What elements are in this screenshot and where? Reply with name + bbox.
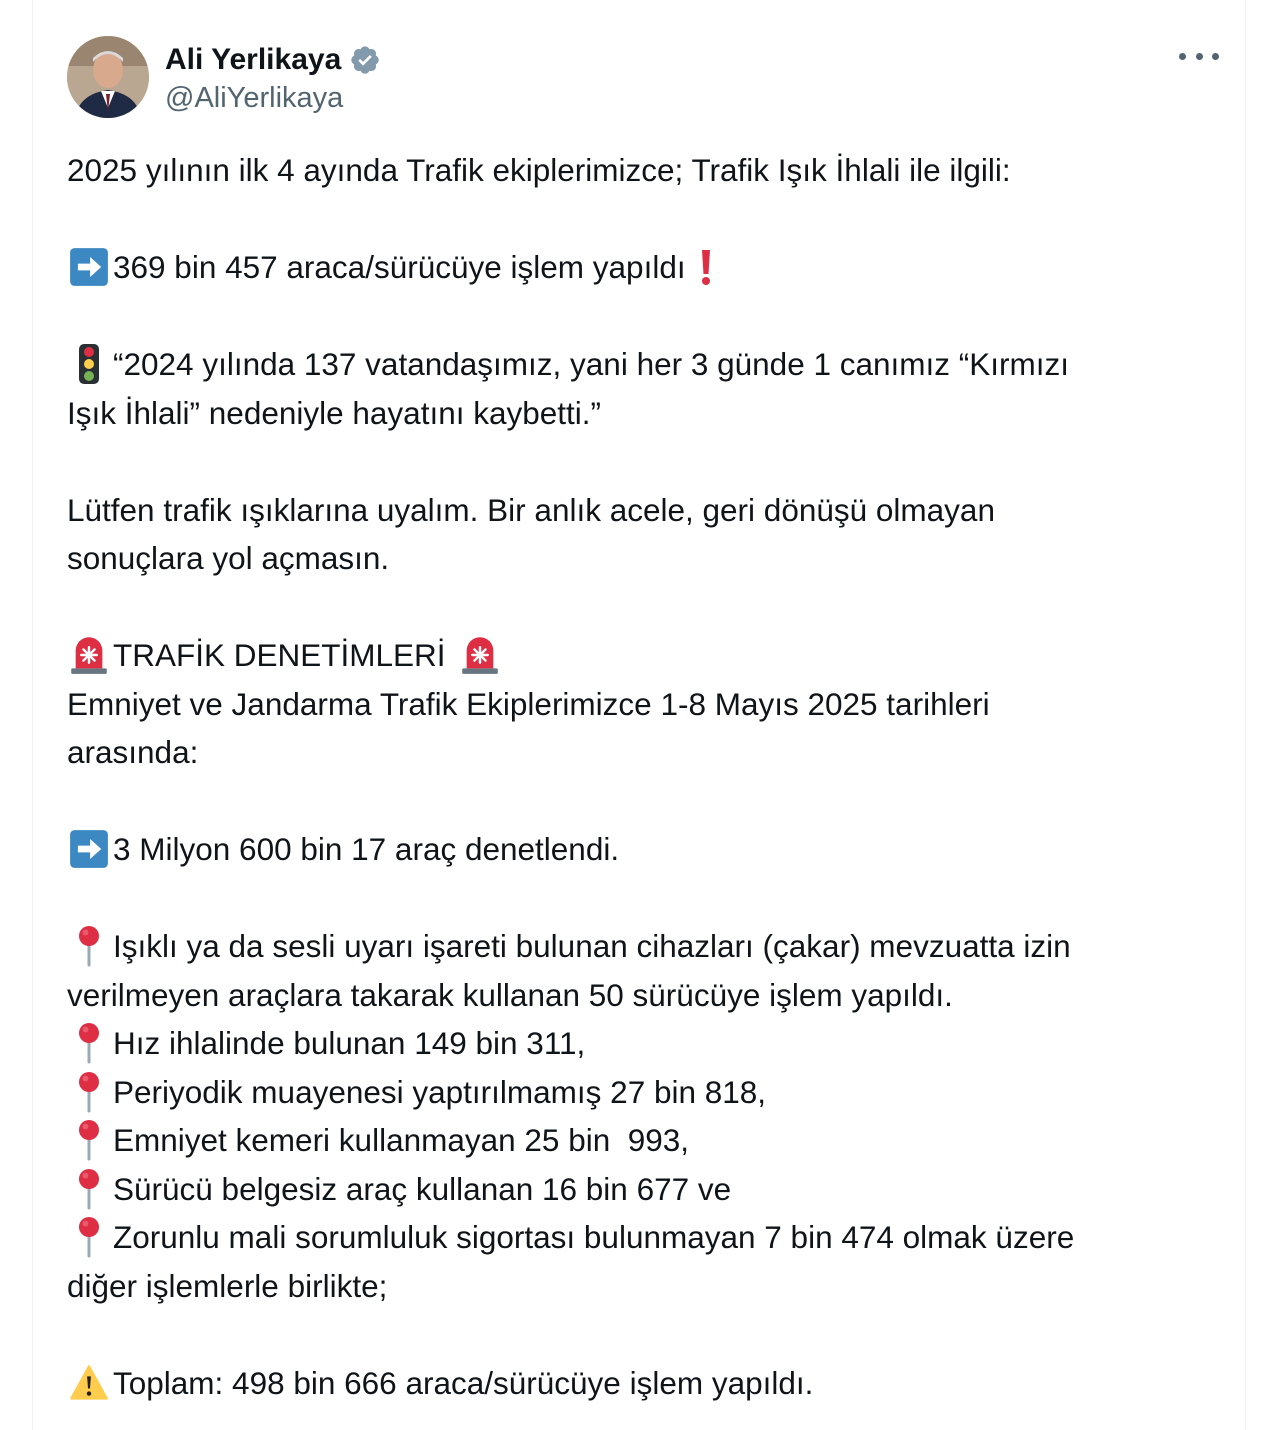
tweet-line (67, 680, 1217, 729)
author-block (165, 40, 381, 115)
tweet-line (67, 1213, 1217, 1262)
tweet-card (32, 0, 1246, 1430)
author-handle[interactable]: @AliYerlikaya (165, 81, 344, 114)
round-pushpin-icon (67, 1023, 111, 1063)
tweet-line (67, 486, 1217, 535)
round-pushpin-icon (67, 926, 111, 966)
tweet-line (67, 631, 1217, 680)
round-pushpin-icon (67, 1072, 111, 1112)
more-dot-icon (1212, 53, 1219, 60)
text-span: Lütfen trafik ışıklarına uyalım. Bir anlık acele, geri dönüşü olmayan (67, 491, 995, 528)
more-dot-icon (1196, 53, 1203, 60)
tweet-line (67, 389, 1217, 438)
text-span: Işıklı ya da sesli uyarı işareti bulunan cihazları (çakar) mevzuatta izin (113, 928, 1071, 964)
text-span: Emniyet ve Jandarma Trafik Ekiplerimizce 1-8 Mayıs 2025 tarihleri (67, 685, 990, 722)
text-span: Periyodik muayenesi yaptırılmamış 27 bin 818, (113, 1073, 767, 1110)
siren-icon (67, 635, 111, 675)
blank-line (67, 1310, 1217, 1359)
text-span: 3 Milyon 600 bin 17 araç denetlendi. (113, 831, 620, 867)
text-span: Toplam: 498 bin 666 araca/sürücüye işlem yapıldı. (113, 1364, 814, 1401)
blank-line (67, 292, 1217, 341)
warning-icon (67, 1363, 111, 1403)
text-span: 2025 yılının ilk 4 ayında Trafik ekiplerimizce; Trafik Işık İhlali ile ilgili: (67, 152, 1011, 188)
verified-badge-icon (349, 44, 381, 76)
blank-line (67, 583, 1217, 632)
tweet-header (67, 36, 381, 118)
round-pushpin-icon (67, 1169, 111, 1209)
tweet-line (67, 534, 1217, 583)
traffic-light-icon (67, 344, 111, 384)
display-name[interactable]: Ali Yerlikaya (165, 42, 342, 76)
blank-line (67, 777, 1217, 826)
tweet-line (67, 1165, 1217, 1214)
tweet-line (67, 1359, 1217, 1408)
tweet-line (67, 340, 1217, 389)
text-span: sonuçlara yol açmasın. (67, 540, 390, 576)
tweet-line (67, 1019, 1217, 1068)
more-options-button[interactable] (1179, 42, 1219, 70)
tweet-line (67, 146, 1217, 195)
text-span: “2024 yılında 137 vatandaşımız, yani her 3 günde 1 canımız “Kırmızı (113, 346, 1069, 382)
text-span: arasında: (67, 734, 199, 770)
siren-icon (458, 635, 502, 675)
round-pushpin-icon (67, 1120, 111, 1160)
tweet-line (67, 1116, 1217, 1165)
tweet-line (67, 971, 1217, 1020)
tweet-line (67, 922, 1217, 971)
blank-line (67, 195, 1217, 244)
blank-line (67, 874, 1217, 923)
more-dot-icon (1179, 53, 1186, 60)
tweet-line (67, 1262, 1217, 1311)
text-span: 369 bin 457 araca/sürücüye işlem yapıldı (113, 249, 686, 285)
text-span: diğer işlemlerle birlikte; (67, 1267, 388, 1304)
right-arrow-icon (67, 247, 111, 287)
text-span: TRAFİK DENETİMLERİ (113, 637, 446, 673)
text-span: Işık İhlali” nedeniyle hayatını kaybetti.” (67, 394, 602, 431)
blank-line (67, 437, 1217, 486)
round-pushpin-icon (67, 1217, 111, 1257)
text-span: Emniyet kemeri kullanmayan 25 bin 993, (113, 1122, 690, 1158)
tweet-line (67, 825, 1217, 874)
text-span: Sürücü belgesiz araç kullanan 16 bin 677 ve (113, 1170, 732, 1207)
name-row (165, 40, 381, 80)
tweet-line (67, 243, 1217, 292)
text-span: Zorunlu mali sorumluluk sigortası bulunmayan 7 bin 474 olmak üzere (113, 1219, 1075, 1255)
tweet-line (67, 728, 1217, 777)
red-exclamation-icon (694, 247, 718, 287)
avatar[interactable] (67, 36, 149, 118)
tweet-line (67, 1068, 1217, 1117)
text-span: Hız ihlalinde bulunan 149 bin 311, (113, 1025, 586, 1061)
tweet-text (67, 146, 1217, 1407)
right-arrow-icon (67, 829, 111, 869)
text-span: verilmeyen araçlara takarak kullanan 50 sürücüye işlem yapıldı. (67, 976, 953, 1013)
